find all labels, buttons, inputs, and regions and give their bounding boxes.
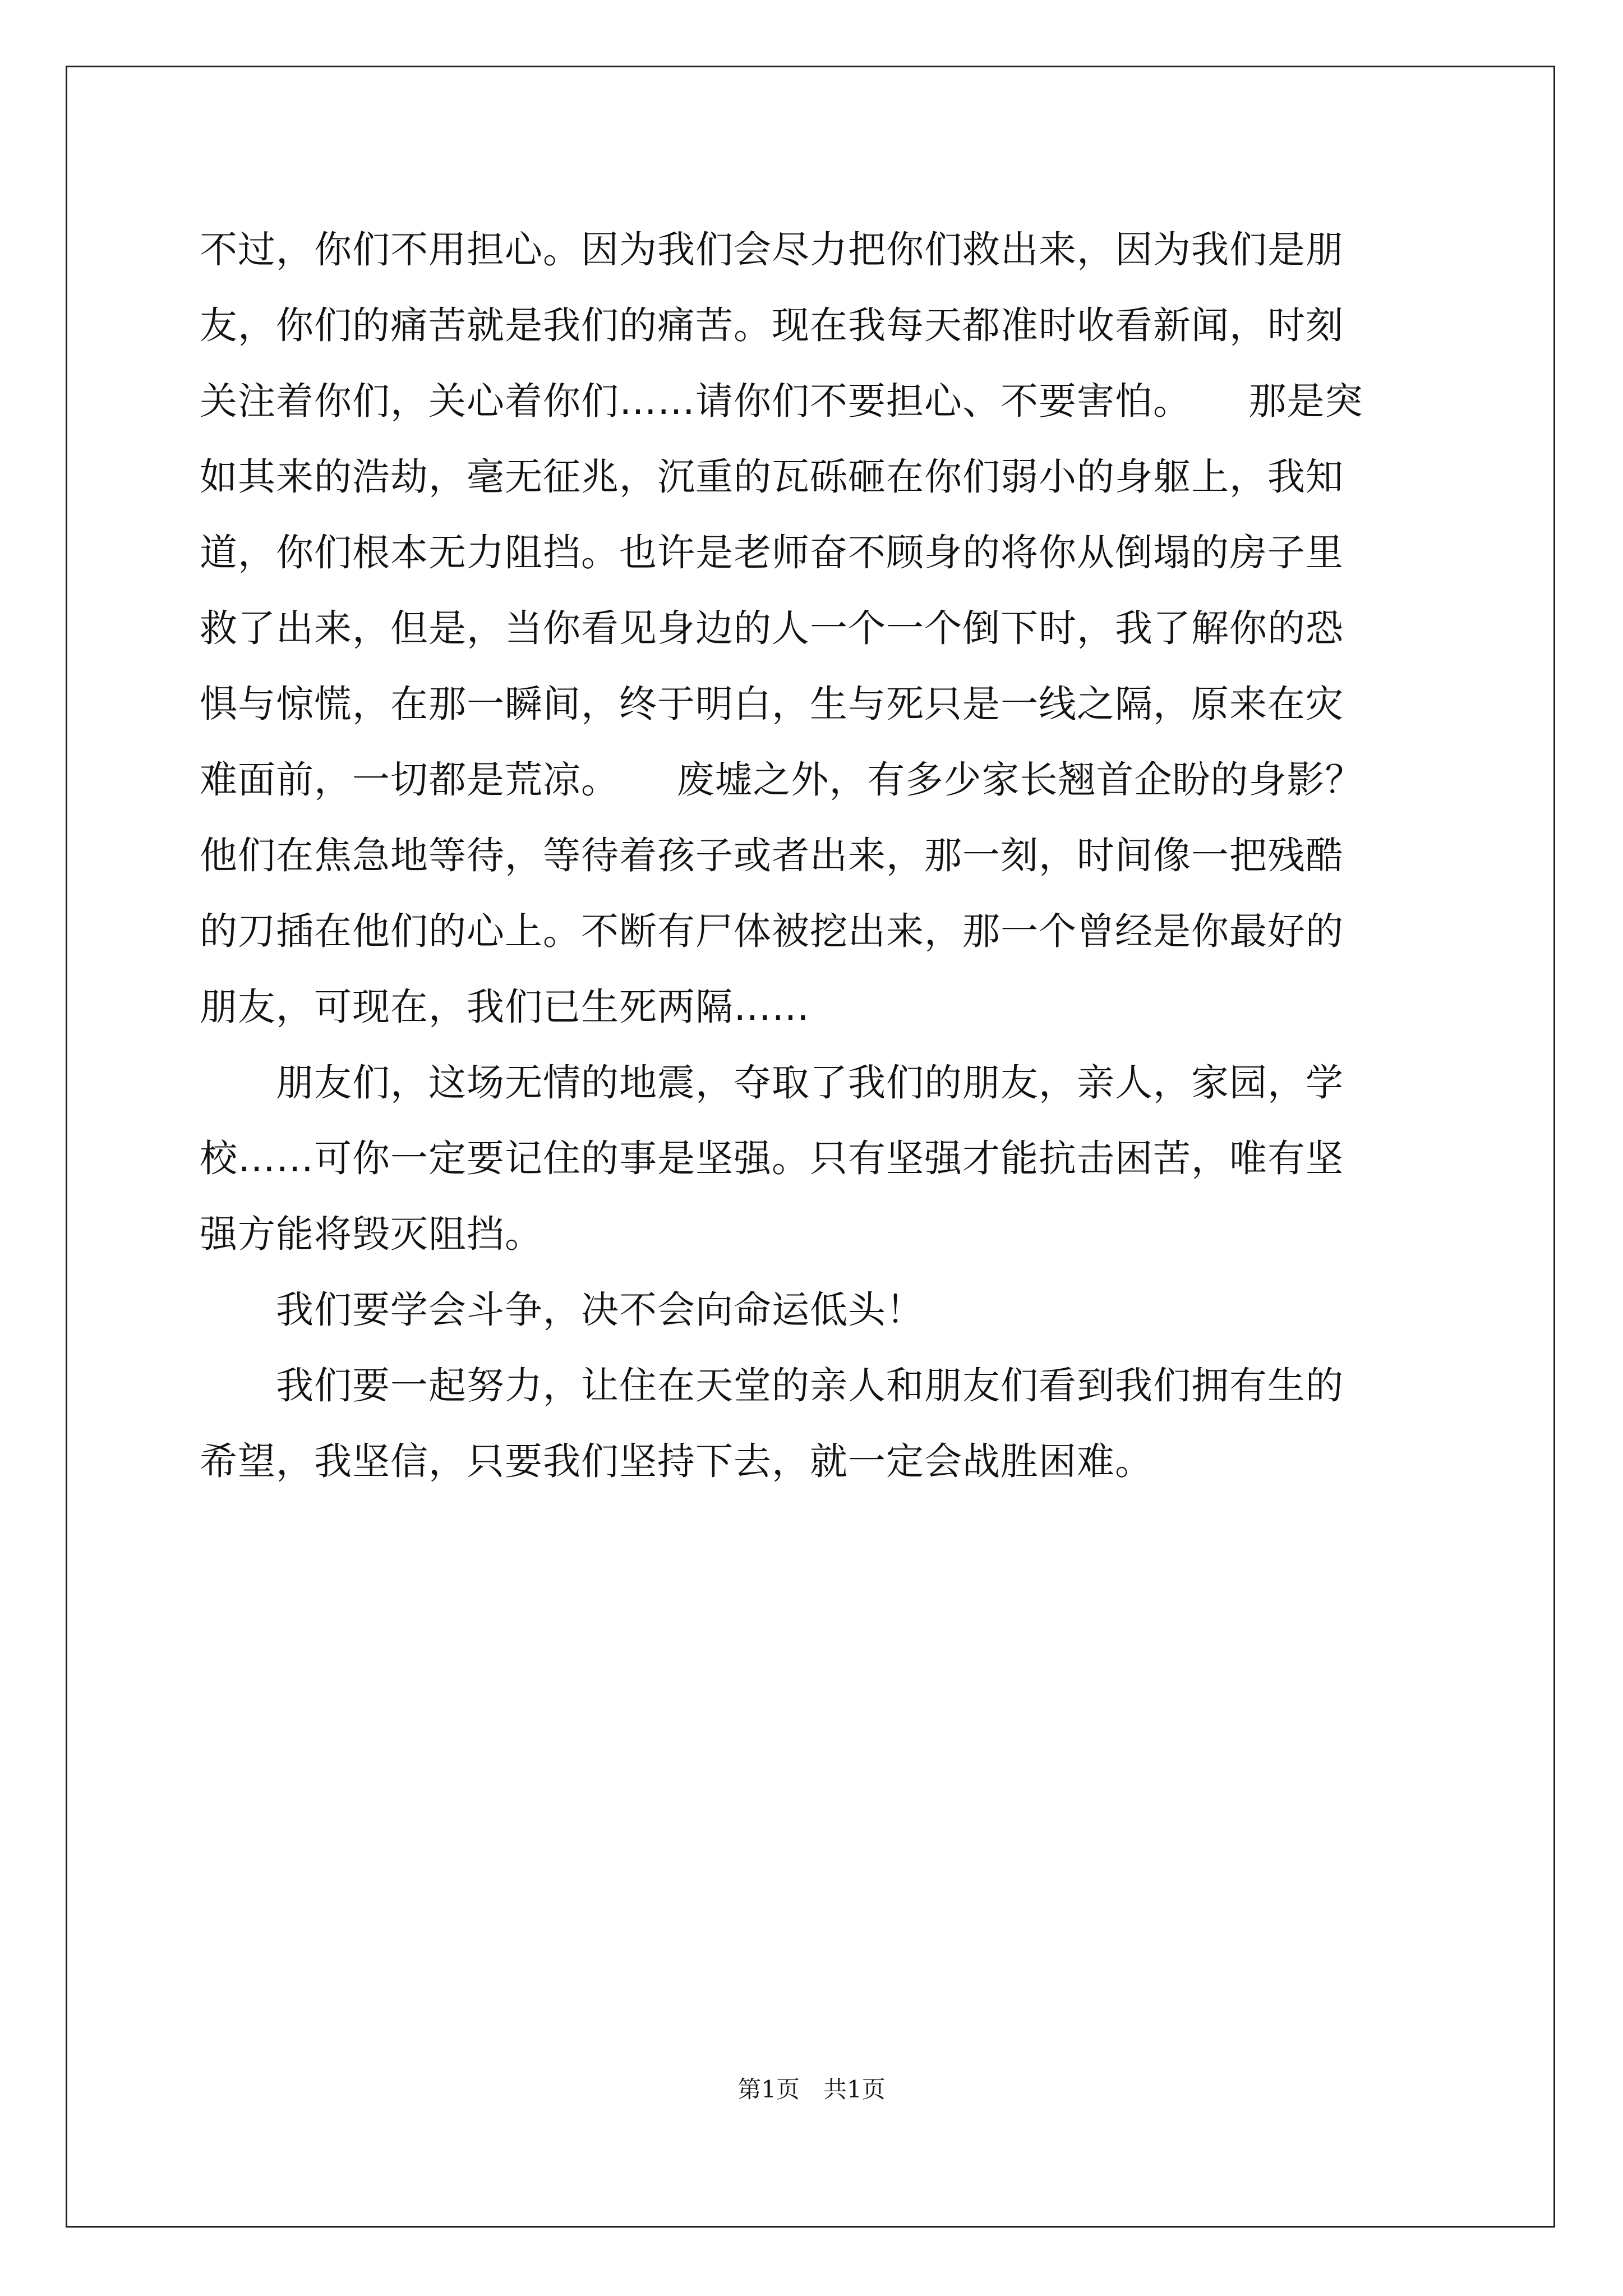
text-line: 强方能将毁灭阻挡。 (200, 1212, 543, 1256)
text-line: 朋友，可现在，我们已生死两隔…… (200, 985, 810, 1029)
text-line: 难面前，一切都是荒凉。 废墟之外，有多少家长翘首企盼的身影？ (200, 758, 1363, 802)
text-line: 不过，你们不用担心。因为我们会尽力把你们救出来，因为我们是朋 (200, 228, 1344, 272)
text-line: 的刀插在他们的心上。不断有尸体被挖出来，那一个曾经是你最好的 (200, 909, 1344, 953)
text-line: 校……可你一定要记住的事是坚强。只有坚强才能抗击困苦，唯有坚 (200, 1137, 1344, 1180)
text-line: 我们要一起努力，让住在天堂的亲人和朋友们看到我们拥有生的 (200, 1364, 1344, 1407)
text-line: 朋友们，这场无情的地震，夺取了我们的朋友，亲人，家园，学 (200, 1061, 1344, 1105)
text-line: 希望，我坚信，只要我们坚持下去，就一定会战胜困难。 (200, 1439, 1153, 1483)
text-line: 如其来的浩劫，毫无征兆，沉重的瓦砾砸在你们弱小的身躯上，我知 (200, 455, 1344, 499)
text-line: 友，你们的痛苦就是我们的痛苦。现在我每天都准时收看新闻，时刻 (200, 303, 1344, 347)
text-line: 惧与惊慌，在那一瞬间，终于明白，生与死只是一线之隔，原来在灾 (200, 682, 1344, 726)
text-line: 我们要学会斗争，决不会向命运低头！ (200, 1288, 924, 1332)
text-line: 救了出来，但是，当你看见身边的人一个一个倒下时，我了解你的恐 (200, 606, 1344, 650)
text-line: 他们在焦急地等待，等待着孩子或者出来，那一刻，时间像一把残酷 (200, 834, 1344, 877)
text-line: 关注着你们，关心着你们……请你们不要担心、不要害怕。 那是突 (200, 379, 1363, 423)
text-line: 道，你们根本无力阻挡。也许是老师奋不顾身的将你从倒塌的房子里 (200, 531, 1344, 574)
page-footer: 第1页 共1页 (737, 2076, 886, 2103)
